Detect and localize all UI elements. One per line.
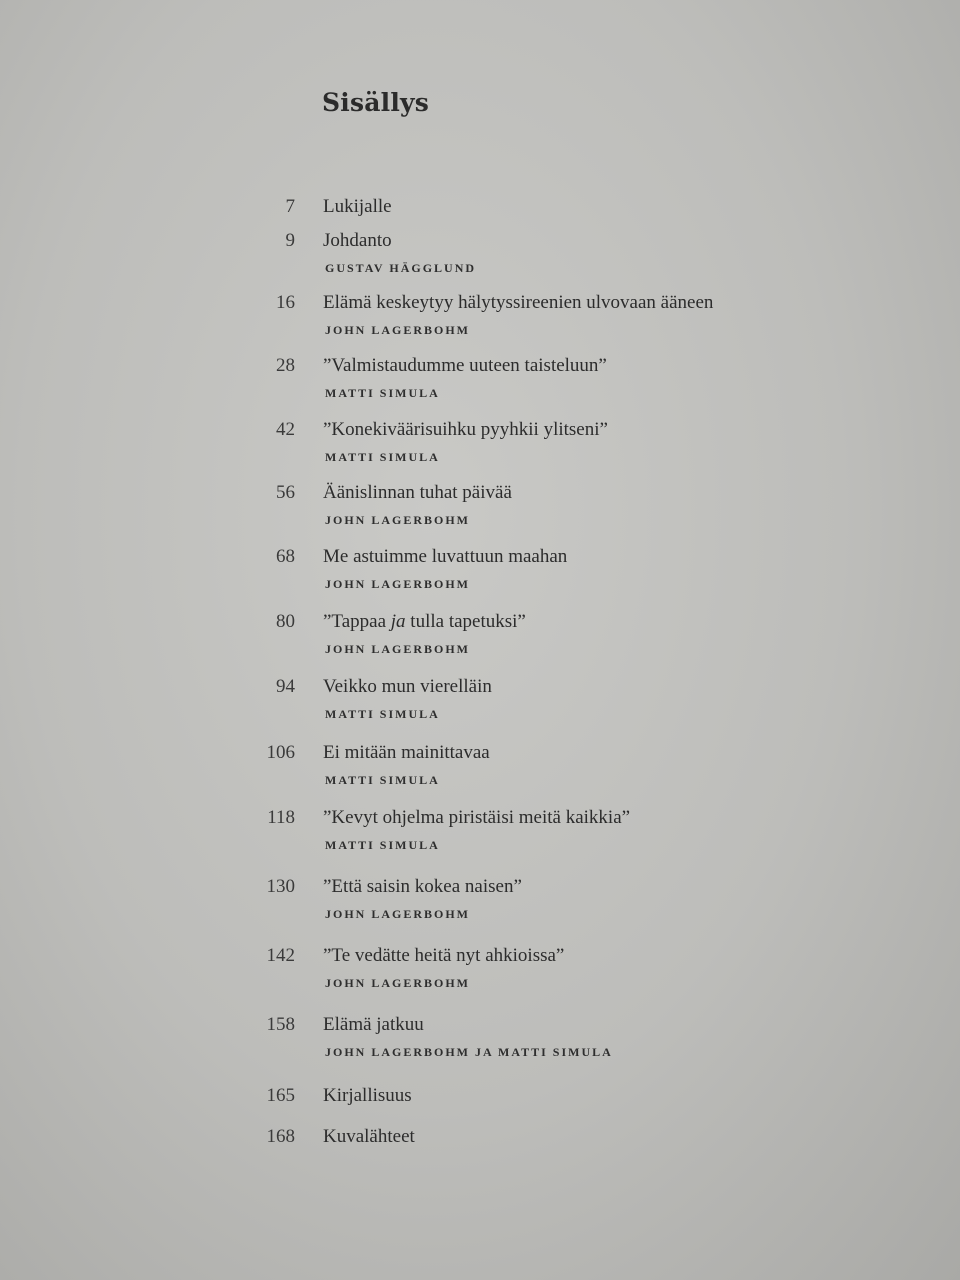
toc-entry-title: Ei mitään mainittavaa	[323, 742, 490, 763]
toc-entry-title: ”Että saisin kokea naisen”	[323, 876, 522, 897]
toc-page-number: 106	[266, 742, 295, 763]
toc-entry-author: MATTI SIMULA	[325, 707, 440, 721]
toc-entry-title: Kirjallisuus	[323, 1085, 412, 1106]
toc-page-number: 158	[266, 1014, 295, 1035]
toc-entry-title	[323, 611, 526, 633]
toc-page-number: 118	[267, 807, 295, 828]
toc-entry-author: JOHN LAGERBOHM	[325, 323, 471, 337]
toc-entry-author: MATTI SIMULA	[325, 450, 440, 464]
toc-page-number: 68	[276, 546, 295, 567]
toc-entry-title: ”Valmistaudumme uuteen taisteluun”	[323, 355, 607, 376]
toc-entry-author: GUSTAV HÄGGLUND	[325, 261, 477, 275]
toc-page-number: 42	[276, 419, 295, 440]
toc-entry-title: ”Te vedätte heitä nyt ahkioissa”	[323, 945, 565, 966]
toc-entry-title: Elämä keskeytyy hälytyssireenien ulvovaan ääneen	[323, 292, 714, 313]
toc-page-number: 142	[266, 945, 295, 966]
toc-entry-author: JOHN LAGERBOHM	[325, 513, 471, 527]
toc-page-number: 28	[276, 355, 295, 376]
toc-entry-author: JOHN LAGERBOHM	[325, 907, 471, 921]
toc-entry-author: JOHN LAGERBOHM	[325, 976, 471, 990]
toc-page-number: 168	[266, 1126, 295, 1147]
toc-page-number: 7	[285, 196, 295, 217]
toc-page-number: 9	[285, 230, 295, 251]
toc-entry-title: Me astuimme luvattuun maahan	[323, 546, 568, 567]
toc-entry-title: Johdanto	[323, 230, 392, 251]
toc-entry-title: Lukijalle	[323, 196, 392, 217]
toc-page-number: 94	[276, 676, 295, 697]
toc-page-number: 80	[276, 611, 295, 632]
toc-entry-author: JOHN LAGERBOHM JA MATTI SIMULA	[325, 1045, 613, 1059]
toc-entry-title-part: ”Tappaa	[323, 611, 391, 632]
toc-entry-title: Äänislinnan tuhat päivää	[323, 482, 512, 503]
toc-entry-title-part: tulla tapetuksi”	[405, 611, 526, 632]
toc-entry-author: MATTI SIMULA	[325, 838, 440, 852]
toc-entry-title: ”Konekiväärisuihku pyyhkii ylitseni”	[323, 419, 608, 440]
toc-entry-author: MATTI SIMULA	[325, 386, 440, 400]
toc-entry-author: JOHN LAGERBOHM	[325, 577, 471, 591]
toc-entry-title: ”Kevyt ohjelma piristäisi meitä kaikkia”	[323, 807, 631, 828]
toc-entry-title: Elämä jatkuu	[323, 1014, 424, 1035]
toc-entry-title: Veikko mun vierelläin	[323, 676, 492, 697]
toc-entry-author: MATTI SIMULA	[325, 773, 440, 787]
toc-entry-author: JOHN LAGERBOHM	[325, 642, 471, 656]
toc-page-number: 165	[266, 1085, 295, 1106]
toc-page-number: 130	[266, 876, 295, 897]
toc-entry-title: Kuvalähteet	[323, 1126, 415, 1147]
toc-entry-title-emphasis: ja	[390, 611, 406, 632]
toc-page-number: 56	[276, 482, 295, 503]
toc-page-number: 16	[276, 292, 295, 313]
page-title: Sisällys	[322, 88, 430, 117]
